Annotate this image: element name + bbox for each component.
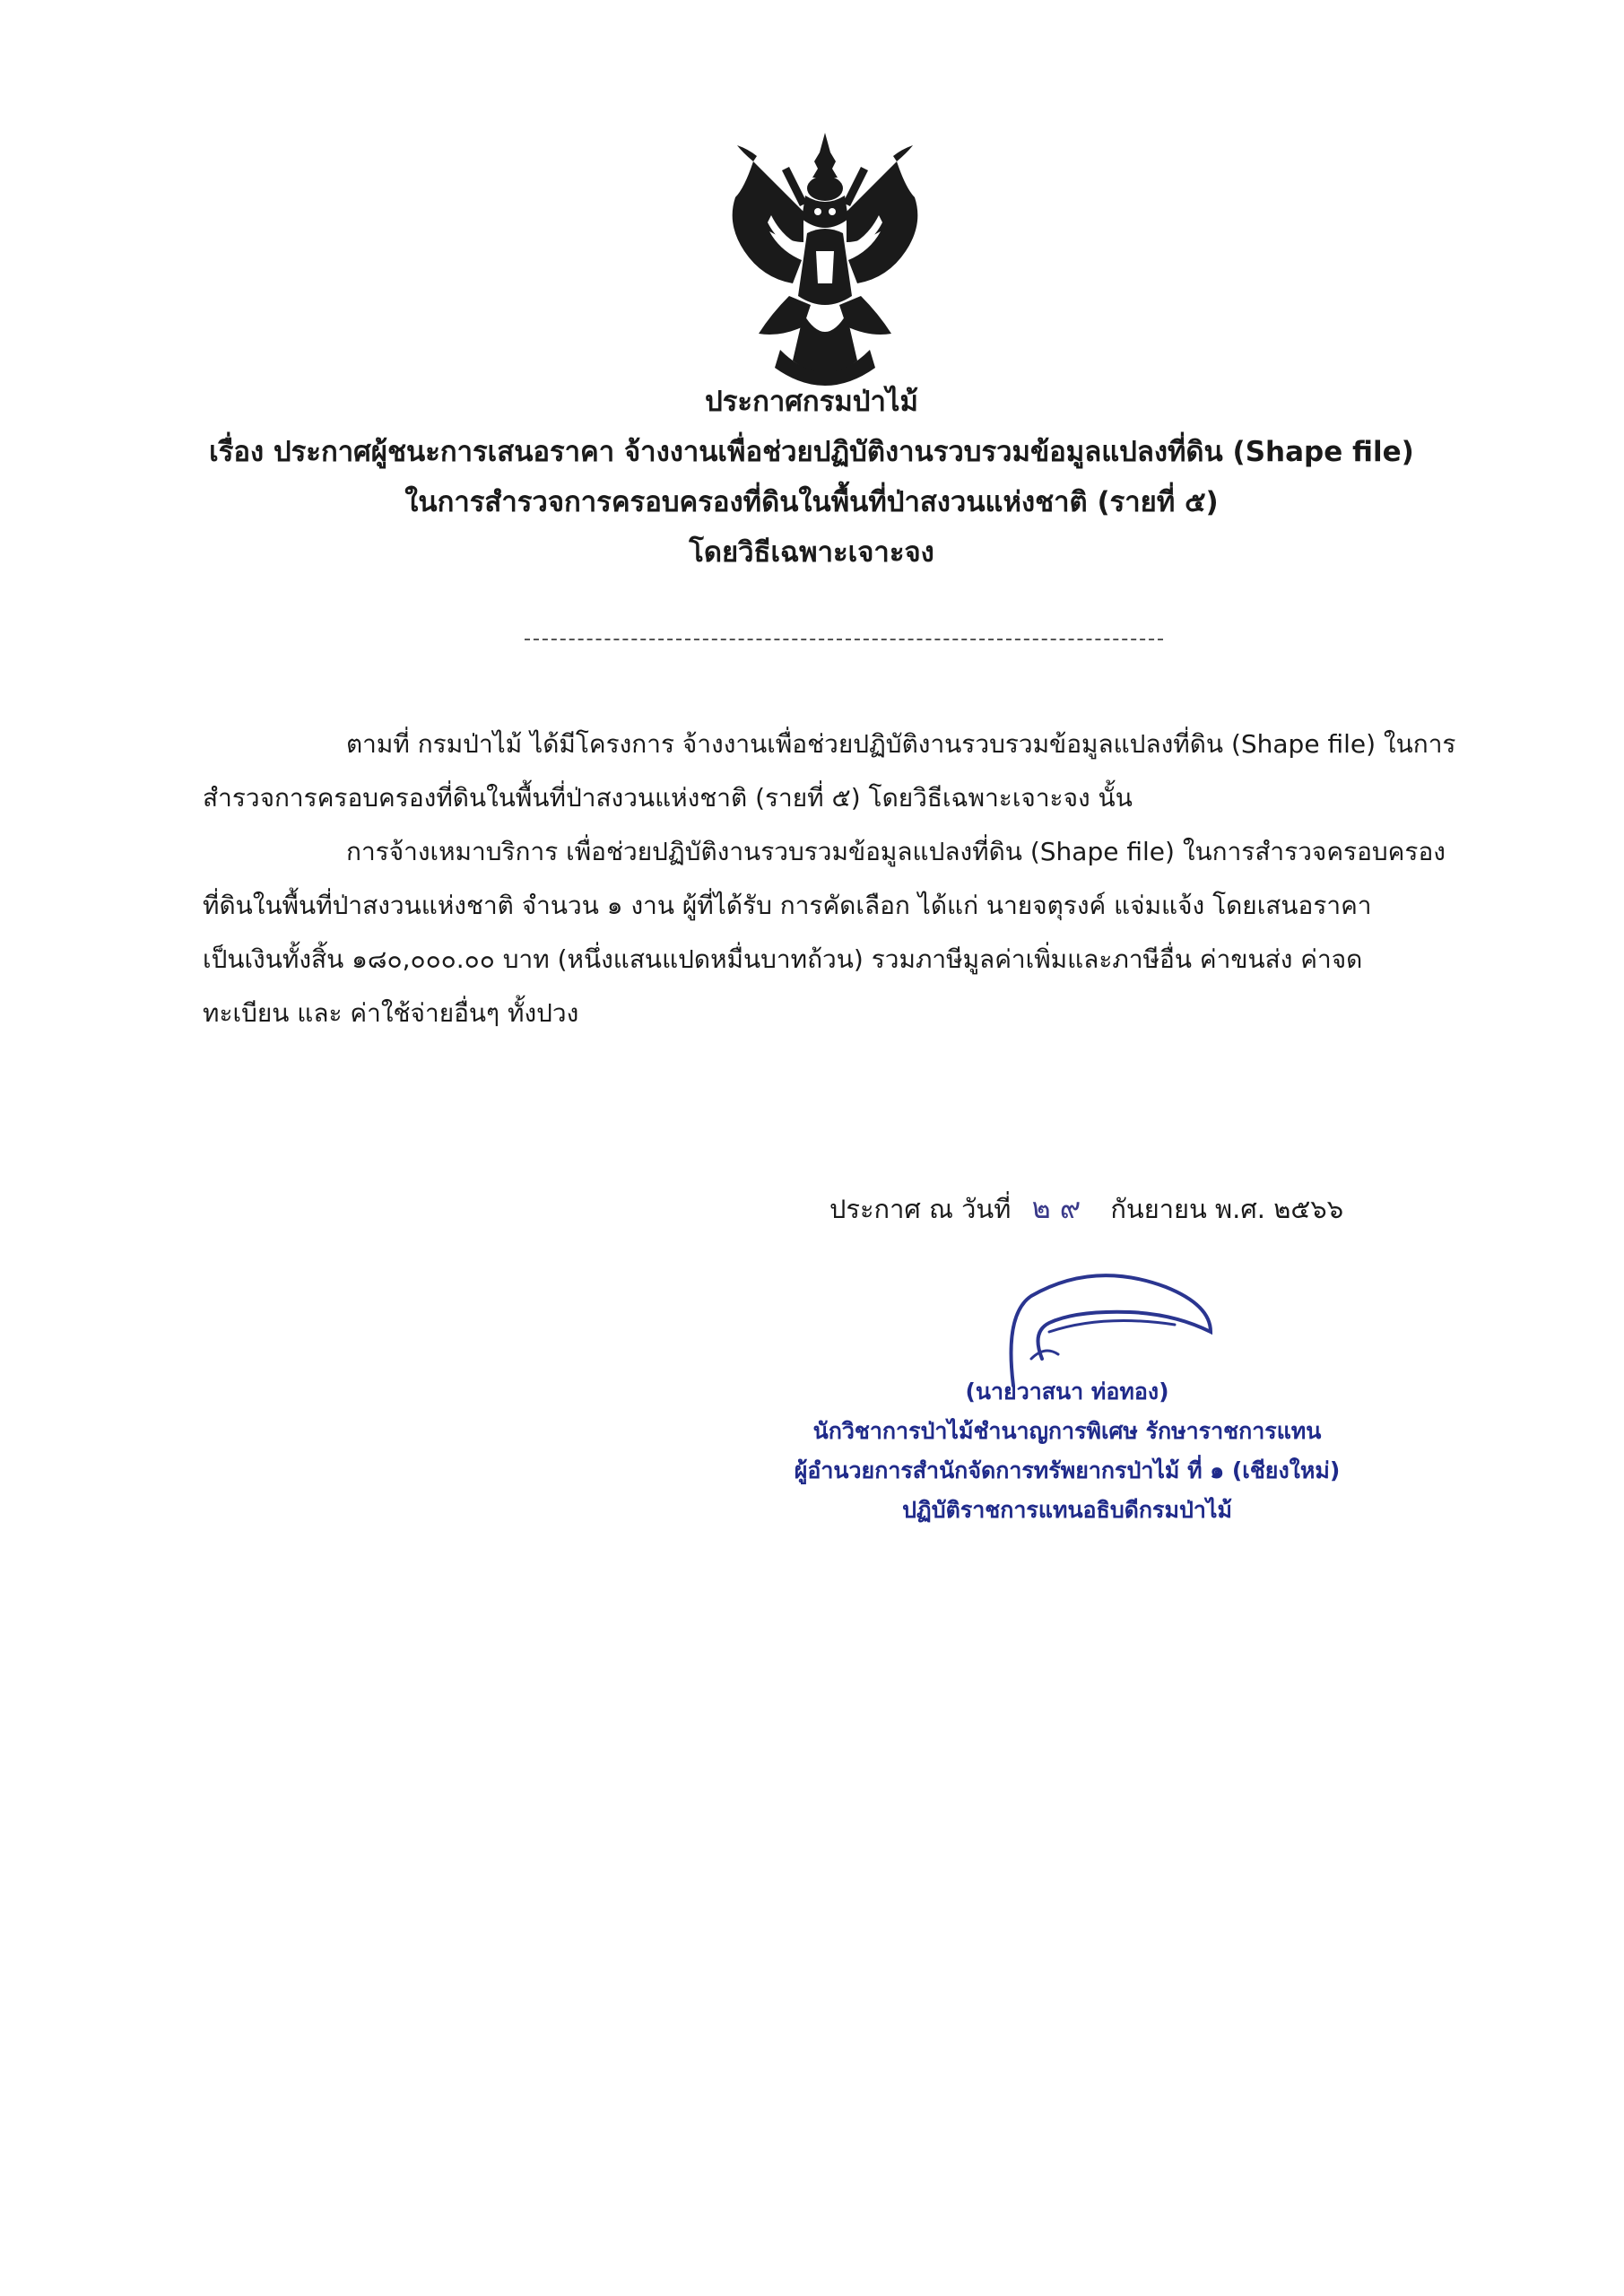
body-paragraph-2-line-1: การจ้างเหมาบริการ เพื่อช่วยปฏิบัติงานรวบรวมข้อมูลแปลงที่ดิน (Shape file) ในการสำรวจครอบครอง (346, 837, 1446, 866)
announcement-date (829, 1186, 1343, 1231)
signer-name: (นายวาสนา ท่อทอง) (965, 1378, 1169, 1405)
garuda-emblem-icon (717, 126, 933, 395)
heading-divider (525, 639, 1163, 640)
body-paragraph-1-line-2: สำรวจการครอบครองที่ดินในพื้นที่ป่าสงวนแห่งชาติ (รายที่ ๕) โดยวิธีเฉพาะเจาะจง นั้น (203, 783, 1133, 813)
signer-block (753, 1372, 1381, 1530)
signer-title-2: ผู้อำนวยการสำนักจัดการทรัพยากรป่าไม้ ที่ ๑ (เชียงใหม่) (794, 1457, 1341, 1483)
body-paragraph-1-line-1: ตามที่ กรมป่าไม้ ได้มีโครงการ จ้างงานเพื่อช่วยปฏิบัติงานรวบรวมข้อมูลแปลงที่ดิน (Shape file) ในการ (346, 729, 1456, 759)
heading-line-3: ในการสำรวจการครอบครองที่ดินในพื้นที่ป่าสงวนแห่งชาติ (รายที่ ๕) (404, 486, 1219, 518)
body-paragraph-2-line-3: เป็นเงินทั้งสิ้น ๑๘๐,๐๐๐.๐๐ บาท (หนึ่งแสนแปดหมื่นบาทถ้วน) รวมภาษีมูลค่าเพิ่มและภาษีอื่น ค่าขนส่ง ค่าจด (203, 944, 1363, 974)
body-paragraph-2-line-4: ทะเบียน และ ค่าใช้จ่ายอื่นๆ ทั้งปวง (203, 998, 579, 1028)
heading-line-4: โดยวิธีเฉพาะเจาะจง (689, 536, 934, 569)
date-prefix: ประกาศ ณ วันที่ (829, 1194, 1012, 1224)
date-day: ๒๙ (1031, 1191, 1090, 1225)
date-month-year: กันยายน พ.ศ. ๒๕๖๖ (1110, 1194, 1344, 1224)
announcement-body (203, 718, 1512, 1040)
signer-title-1: นักวิชาการป่าไม้ชำนาญการพิเศษ รักษาราชการแทน (812, 1418, 1322, 1444)
announcement-heading (161, 377, 1462, 578)
heading-line-1: ประกาศกรมป่าไม้ (705, 386, 918, 418)
signer-title-3: ปฏิบัติราชการแทนอธิบดีกรมป่าไม้ (902, 1497, 1232, 1523)
heading-line-2: เรื่อง ประกาศผู้ชนะการเสนอราคา จ้างงานเพื่อช่วยปฏิบัติงานรวบรวมข้อมูลแปลงที่ดิน (Shape file) (209, 436, 1414, 468)
body-paragraph-2-line-2: ที่ดินในพื้นที่ป่าสงวนแห่งชาติ จำนวน ๑ งาน ผู้ที่ได้รับ การคัดเลือก ได้แก่ นายจตุรงค์ แจ่มแจ้ง โดยเสนอราคา (203, 891, 1372, 920)
